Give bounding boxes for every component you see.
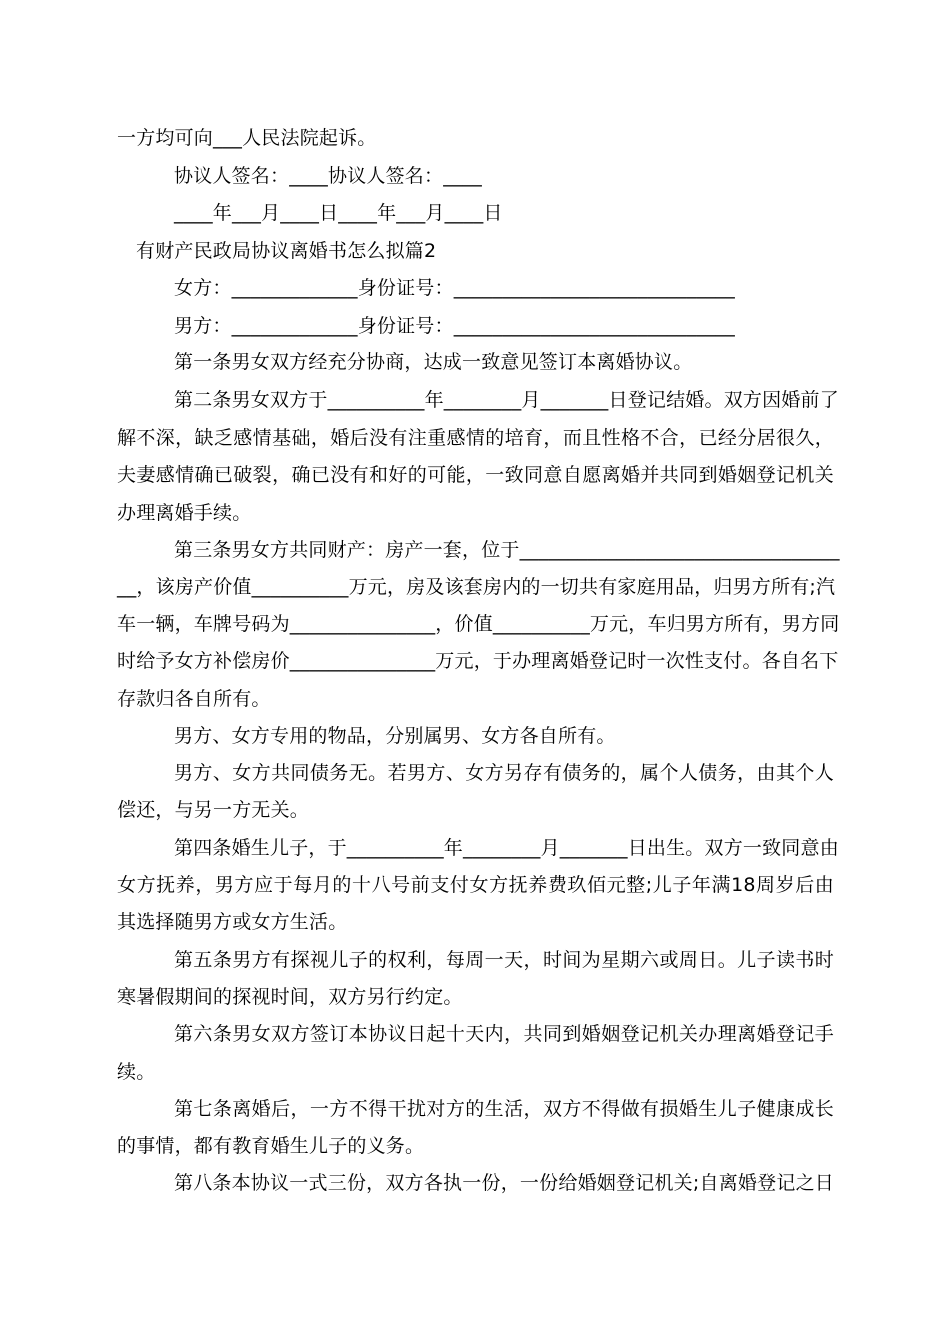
text-line: 办理离婚手续。 xyxy=(117,502,252,524)
text-line: 第八条本协议一式三份，双方各执一份，一份给婚姻登记机关;自离婚登记之日 xyxy=(174,1172,834,1194)
signature-line: 协议人签名：____协议人签名：____ xyxy=(174,165,483,187)
text-line: 的事情，都有教育婚生儿子的义务。 xyxy=(117,1135,425,1157)
text-line: 寒暑假期间的探视时间，双方另行约定。 xyxy=(117,986,463,1008)
text-line: 存款归各自所有。 xyxy=(117,688,271,710)
text-line: 时给予女方补偿房价_______________万元，于办理离婚登记时一次性支付。各自名下 xyxy=(117,650,839,672)
text-line: 其选择随男方或女方生活。 xyxy=(117,911,348,933)
male-party-line: 男方：_____________身份证号：_____________________________ xyxy=(174,315,736,337)
text-line: 男方、女方专用的物品，分别属男、女方各自所有。 xyxy=(174,725,616,747)
text-line: 续。 xyxy=(117,1061,156,1083)
text-line: 偿还，与另一方无关。 xyxy=(117,799,310,821)
text-line: 车一辆，车牌号码为_______________，价值__________万元，车归男方所有，男方同 xyxy=(117,613,840,635)
text-line: 第三条男女方共同财产：房产一套，位于_________________________________ xyxy=(174,539,840,561)
text-line: 夫妻感情确已破裂，确已没有和好的可能，一致同意自愿离婚并共同到婚姻登记机关 xyxy=(117,464,834,486)
text-line: 女方抚养，男方应于每月的十八号前支付女方抚养费玖佰元整;儿子年满18周岁后由 xyxy=(117,874,834,896)
text-line: 第五条男方有探视儿子的权利，每周一天，时间为星期六或周日。儿子读书时 xyxy=(174,949,834,971)
text-line: 一方均可向___人民法院起诉。 xyxy=(117,127,377,149)
text-line: 第二条男女双方于__________年________月_______日登记结婚。双方因婚前了 xyxy=(174,389,839,411)
female-party-line: 女方：_____________身份证号：_____________________________ xyxy=(174,277,736,299)
text-line: 第一条男女双方经充分协商，达成一致意见签订本离婚协议。 xyxy=(174,351,693,373)
text-line: 第七条离婚后，一方不得干扰对方的生活，双方不得做有损婚生儿子健康成长 xyxy=(174,1098,834,1120)
text-line: 第六条男女双方签订本协议日起十天内，共同到婚姻登记机关办理离婚登记手 xyxy=(174,1023,834,1045)
text-line: 第四条婚生儿子，于__________年________月_______日出生。双方一致同意由 xyxy=(174,837,839,859)
text-line: 男方、女方共同债务无。若男方、女方另存有债务的，属个人债务，由其个人 xyxy=(174,762,834,784)
text-line: __，该房产价值__________万元，房及该套房内的一切共有家庭用品，归男方所有;汽 xyxy=(117,576,836,598)
text-line: 解不深，缺乏感情基础，婚后没有注重感情的培育，而且性格不合，已经分居很久， xyxy=(117,427,834,449)
section-heading: 有财产民政局协议离婚书怎么拟篇2 xyxy=(136,240,437,262)
date-line: ____年___月____日____年___月____日 xyxy=(174,202,503,224)
